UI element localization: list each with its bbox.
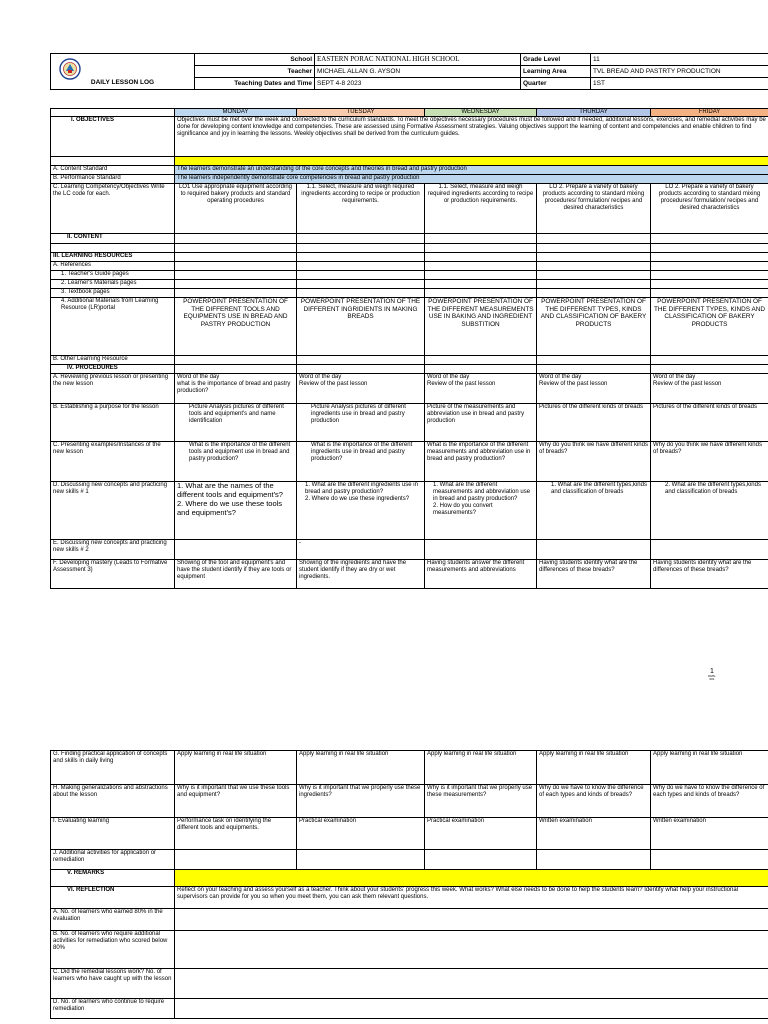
proc-c-label: C. Presenting examples/Instances of the new lesson — [51, 442, 175, 482]
other-resource-label: B. Other Learning Resource — [51, 356, 175, 365]
proc-h-tuesday: Why is it important that we properly use these ingredients? — [297, 785, 425, 818]
proc-c-thursday: Why do you think we have different kinds of breads? — [537, 442, 651, 482]
proc-f-friday: Having students identify what are the differences of these breads? — [651, 560, 768, 589]
proc-f-tuesday: Showing of the ingredients and have the student identify if they are dry or wet ingredients. — [297, 560, 425, 589]
lesson-table-page1 — [50, 108, 768, 589]
lesson-table-page2 — [50, 750, 768, 1019]
proc-h-label: H. Making generalizations and abstractions about the lesson — [51, 785, 175, 818]
day-wednesday: WEDNESDAY — [425, 109, 537, 117]
days-corner — [51, 109, 175, 117]
competency-label: C. Learning Competency/Objectives Write the LC code for each. — [51, 184, 175, 234]
teacher-label: Teacher — [195, 66, 315, 78]
additional-materials-label: 4. Additional Materials from Learning Resource (LR)portal — [51, 298, 175, 356]
remarks-bar — [175, 870, 768, 887]
proc-d-tuesday: 1. What are the different ingredients use in bread and pastry production? 2. Where do we use these ingredients? — [297, 482, 425, 540]
quarter-label: Quarter — [521, 78, 591, 90]
proc-h-friday: Why do we have to know the difference of each types and kinds of breads? — [651, 785, 768, 818]
proc-h-monday: Why is it important that we use these tools and equipment? — [175, 785, 297, 818]
proc-f-label: F. Developing mastery (Leads to Formative Assessment 3) — [51, 560, 175, 589]
reflection-label: VI. REFLECTION — [51, 887, 175, 909]
proc-b-label: B. Establishing a purpose for the lesson — [51, 404, 175, 442]
day-friday: FRIDAY — [651, 109, 768, 117]
dates-value: SEPT 4-8 2023 — [315, 78, 521, 90]
document-title: DAILY LESSON LOG — [90, 79, 155, 87]
quarter-value: 1ST — [591, 78, 768, 90]
procedures-label: IV. PROCEDURES — [51, 365, 175, 374]
proc-b-tuesday: Picture Analysis pictures of different ingredients use in bread and pastry production — [297, 404, 425, 442]
proc-a-thursday: Word of the day Review of the past lesson — [537, 374, 651, 404]
page-number — [706, 668, 718, 681]
proc-f-wednesday: Having students answer the different measurements and abbreviations — [425, 560, 537, 589]
proc-d-monday: 1. What are the names of the different tools and equipment's? 2. Where do we use these tools and equipment's? — [175, 482, 297, 540]
resources-label: III. LEARNING RESOURCES — [51, 253, 175, 262]
reflection-b-label: B. No. of learners who require additional activities for remediation who scored below 80% — [51, 931, 175, 969]
area-label: Learning Area — [521, 66, 591, 78]
dates-label: Teaching Dates and Time — [195, 78, 315, 90]
proc-g-tuesday: Apply learning in real life situation — [297, 751, 425, 785]
competency-wednesday: 1.1. Select, measure and weigh required ingredients according to recipe or production requirements. — [425, 184, 537, 234]
proc-e-wednesday — [425, 540, 537, 560]
reflection-c-label: C. Did the remedial lessons work? No. of learners who have caught up with the lesson — [51, 969, 175, 999]
grade-label: Grade Level — [521, 54, 591, 66]
materials-friday: POWERPOINT PRESENTATION OF THE DIFFERENT TYPES, KINDS AND CLASSIFICATION OF BAKERY PRODUCTS — [651, 298, 768, 356]
proc-a-wednesday: Word of the day Review of the past lesson — [425, 374, 537, 404]
proc-d-friday: 2. What are the different types,kinds and classification of breads — [651, 482, 768, 540]
proc-e-label: E. Discussing new concepts and practicing new skills # 2 — [51, 540, 175, 560]
teacher-value: MICHAEL ALLAN G. AYSON — [315, 66, 521, 78]
proc-g-monday: Apply learning in real life situation — [175, 751, 297, 785]
grade-value: 11 — [591, 54, 768, 66]
header-title-cell — [51, 54, 195, 90]
proc-g-label: G. Finding practical application of concepts and skills in daily living — [51, 751, 175, 785]
reflection-b-value — [175, 931, 768, 969]
proc-g-friday: Apply learning in real life situation — [651, 751, 768, 785]
reflection-c-value — [175, 969, 768, 999]
proc-i-label: I. Evaluating learning — [51, 818, 175, 850]
teachers-guide-label: 1. Teacher's Guide pages — [51, 271, 175, 280]
remarks-label: V. REMARKS — [51, 870, 175, 887]
deped-seal-icon — [59, 58, 81, 80]
proc-d-wednesday: 1. What are the different measurements and abbreviation use in bread and pastry production? 2. How do you convert measurements? — [425, 482, 537, 540]
day-tuesday: TUESDAY — [297, 109, 425, 117]
proc-a-tuesday: Word of the day Review of the past lesson — [297, 374, 425, 404]
proc-e-monday — [175, 540, 297, 560]
proc-b-wednesday: Picture of the measurements and abbreviation use in bread and pastry production — [425, 404, 537, 442]
page-2 — [0, 746, 768, 1024]
content-standard-label: A. Content Standard — [51, 166, 175, 175]
proc-a-friday: Word of the day Review of the past lesson — [651, 374, 768, 404]
day-thursday: THURDAY — [537, 109, 651, 117]
proc-i-wednesday: Practical examination — [425, 818, 537, 850]
proc-d-thursday: 1. What are the different types,kinds and classification of breads — [537, 482, 651, 540]
materials-thursday: POWERPOINT PRESENTATION OF THE DIFFERENT TYPES, KINDS AND CLASSIFICATION OF BAKERY PRODUCTS — [537, 298, 651, 356]
content-label: II. CONTENT — [51, 234, 175, 244]
content-standard-text: The learners demonstrate an understanding of the core concepts and theories in bread and pastry production — [175, 166, 768, 175]
proc-h-wednesday: Why is it important that we properly use these measurements? — [425, 785, 537, 818]
day-monday: MONDAY — [175, 109, 297, 117]
objectives-text: Objectives must be met over the week and connected to the curriculum standards. To meet the objectives necessary procedures must be followed and if needed, additional lessons, exercises, and remedial activities may be done for developing content knowledge and competencies. These are assessed using Formative Assessment strategies. Valuing objectives support the learning of content and competencies and enable children to find significance and joy in learning the lessons. Weekly objectives shall be derived from the curriculum guides. — [175, 117, 768, 157]
proc-c-wednesday: What is the importance of the different measurements and abbreviation use in bread and pastry production? — [425, 442, 537, 482]
proc-a-label: A. Reviewing previous lesson or presenting the new lesson — [51, 374, 175, 404]
performance-standard-text: The learners independently demonstrate core competencies in bread and pastry production — [175, 175, 768, 184]
proc-j-label: J. Additional activities for application or remediation — [51, 850, 175, 870]
reflection-text: Reflect on your teaching and assess yourself as a teacher. Think about your students' progress this week. What works? What else needs to be done to help the students learn? Identify what help your instructional supervisors can provide for you so when you meet them, you can ask them relevant questions. — [175, 887, 768, 909]
proc-b-thursday: Pictures of the different kinds of breads — [537, 404, 651, 442]
proc-e-thursday — [537, 540, 651, 560]
competency-tuesday: 1.1. Select, measure and weigh required ingredients according to recipe or production requirements. — [297, 184, 425, 234]
highlight-bar — [175, 157, 768, 166]
proc-f-monday: Showing of the tool and equipment's and have the student identify if they are tools or equipment — [175, 560, 297, 589]
proc-i-thursday: Written examination — [537, 818, 651, 850]
area-value: TVL BREAD AND PASTRTY PRODUCTION — [591, 66, 768, 78]
proc-b-friday: Pictures of the different kinds of breads — [651, 404, 768, 442]
proc-c-friday: Why do you think we have different kinds of breads? — [651, 442, 768, 482]
materials-wednesday: POWERPOINT PRESENTATION OF THE DIFFERENT MEASUREMENTS USE IN BAKING AND INGREDIENT SUBSTITION — [425, 298, 537, 356]
textbook-label: 3. Textbook pages — [51, 289, 175, 298]
competency-friday: LO 2. Prepare a variety of bakery products according to standard mixing procedures/ formulation/ recipes and desired characteristics — [651, 184, 768, 234]
references-label: A. References — [51, 262, 175, 271]
proc-g-thursday: Apply learning in real life situation — [537, 751, 651, 785]
competency-monday: LO1 Use appropriate equipment according to required bakery products and standard operating procedures — [175, 184, 297, 234]
proc-h-thursday: Why do we have to know the difference of each types and kinds of breads? — [537, 785, 651, 818]
page-number-sub: DMS-001 — [708, 674, 716, 681]
objectives-label: I. OBJECTIVES — [51, 117, 175, 157]
school-label: School — [195, 54, 315, 66]
performance-standard-label: B. Performance Standard — [51, 175, 175, 184]
proc-e-friday — [651, 540, 768, 560]
proc-g-wednesday: Apply learning in real life situation — [425, 751, 537, 785]
learners-materials-label: 2. Learner's Materials pages — [51, 280, 175, 289]
reflection-a-value — [175, 909, 768, 931]
page-number-value: 1 — [710, 668, 714, 675]
reflection-d-label: D. No. of learners who continue to require remediation — [51, 999, 175, 1019]
proc-c-monday: What is the importance of the different tools and equipment use in bread and pastry production? — [175, 442, 297, 482]
materials-tuesday: POWERPOINT PRESENTATION OF THE DIFFERENT INGRIDIENTS IN MAKING BREADS — [297, 298, 425, 356]
proc-f-thursday: Having students identify what are the differences of these breads? — [537, 560, 651, 589]
materials-monday: POWERPOINT PRESENTATION OF THE DIFFERENT TOOLS AND EQUIPMENTS USE IN BREAD AND PASTRY PRODUCTION — [175, 298, 297, 356]
proc-i-monday: Performance task on identifying the different tools and equipments. — [175, 818, 297, 850]
header-table — [50, 53, 768, 90]
reflection-a-label: A. No. of learners who earned 80% in the evaluation — [51, 909, 175, 931]
proc-i-tuesday: Practical examination — [297, 818, 425, 850]
proc-b-monday: Picture Analysis pictures of different tools and equipment's and name identification — [175, 404, 297, 442]
reflection-d-value — [175, 999, 768, 1019]
proc-a-monday: Word of the day what is the importance of bread and pastry production? — [175, 374, 297, 404]
proc-c-tuesday: What is the importance of the different ingredients use in bread and pastry production? — [297, 442, 425, 482]
proc-i-friday: Written examination — [651, 818, 768, 850]
competency-thursday: LO 2. Prepare a variety of bakery products according to standard mixing procedures/ formulation/ recipes and desired characteristics — [537, 184, 651, 234]
school-value: EASTERN PORAC NATIONAL HIGH SCHOOL — [315, 54, 521, 66]
proc-d-label: D. Discussing new concepts and practicing new skills # 1 — [51, 482, 175, 540]
proc-e-tuesday: - — [297, 540, 425, 560]
